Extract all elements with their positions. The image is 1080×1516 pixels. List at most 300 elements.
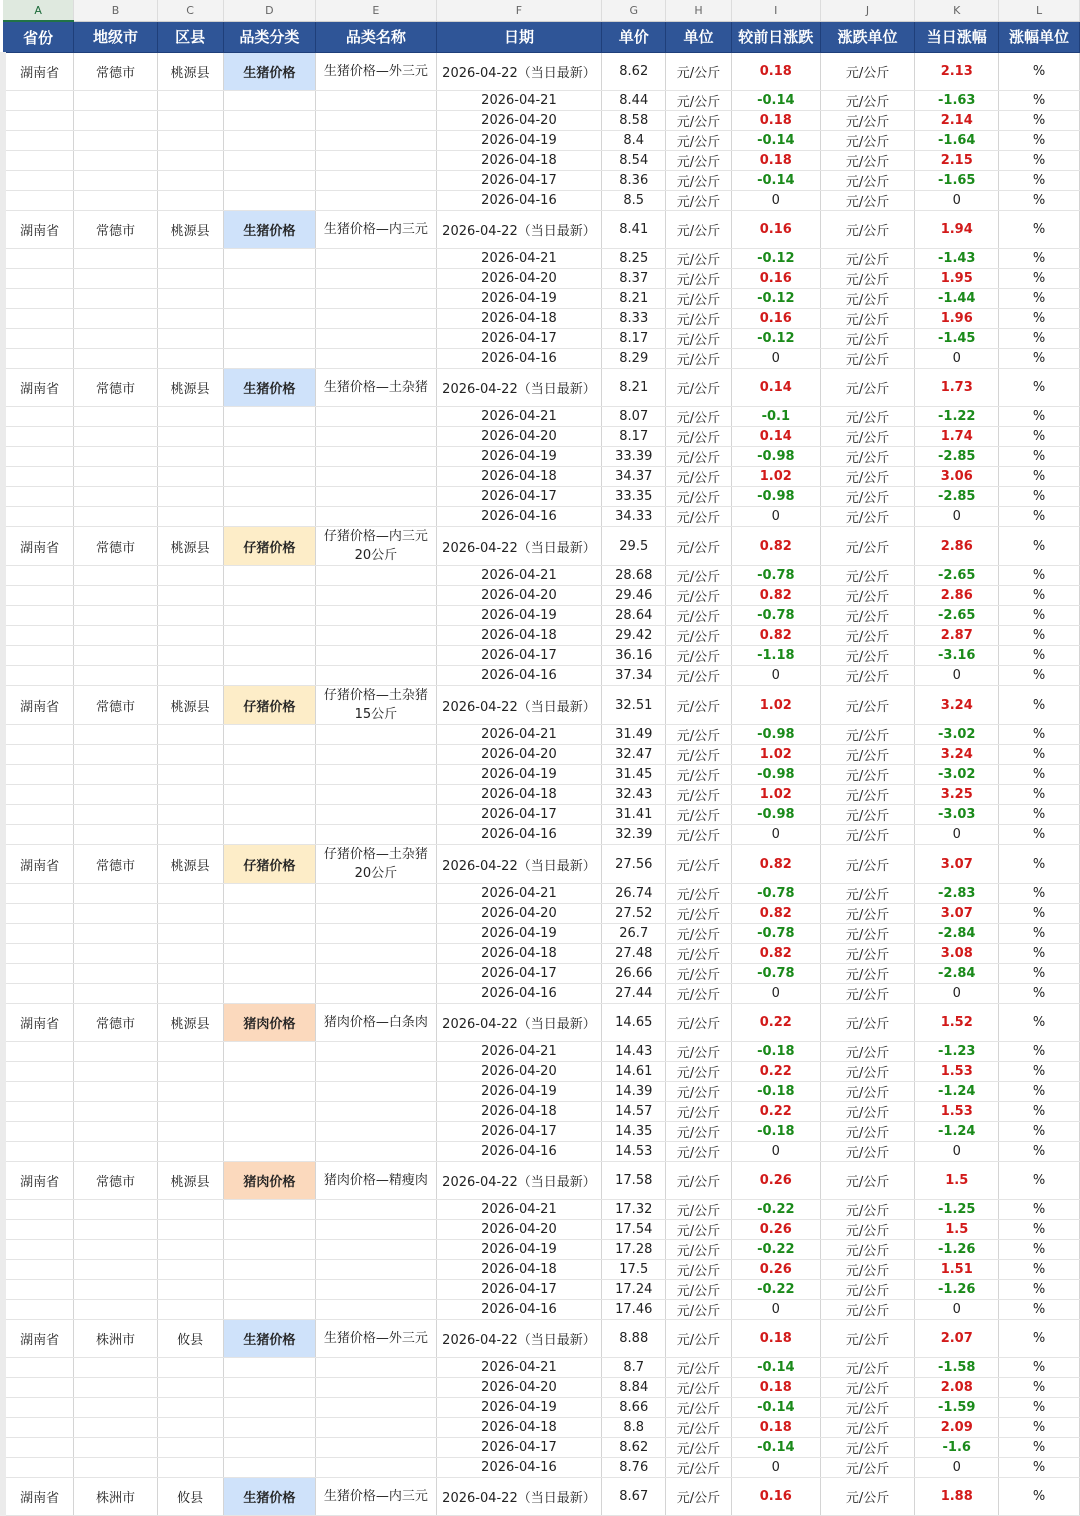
cell-item-name[interactable] <box>316 1378 436 1398</box>
cell-change-unit[interactable]: 元/公斤 <box>820 1398 915 1418</box>
cell-unit[interactable]: 元/公斤 <box>666 1240 732 1260</box>
cell-unit[interactable]: 元/公斤 <box>666 1438 732 1458</box>
cell-change-unit[interactable]: 元/公斤 <box>820 626 915 646</box>
cell-category[interactable] <box>223 904 316 924</box>
cell-change-unit[interactable]: 元/公斤 <box>820 369 915 407</box>
cell-province[interactable] <box>3 785 74 805</box>
cell-change[interactable]: 0 <box>731 191 820 211</box>
cell-change[interactable]: -0.78 <box>731 964 820 984</box>
cell-unit[interactable]: 元/公斤 <box>666 1122 732 1142</box>
cell-date[interactable]: 2026-04-16 <box>436 666 602 686</box>
cell-unit[interactable]: 元/公斤 <box>666 151 732 171</box>
cell-province[interactable] <box>3 1220 74 1240</box>
cell-city[interactable] <box>74 467 158 487</box>
cell-change[interactable]: 0.18 <box>731 111 820 131</box>
cell-province[interactable] <box>3 447 74 467</box>
cell-date[interactable]: 2026-04-18 <box>436 1102 602 1122</box>
cell-price[interactable]: 8.5 <box>602 191 666 211</box>
cell-date[interactable]: 2026-04-19 <box>436 1240 602 1260</box>
cell-pct[interactable]: -1.45 <box>915 329 999 349</box>
cell-pct-unit[interactable]: % <box>999 845 1080 884</box>
cell-price[interactable]: 14.43 <box>602 1042 666 1062</box>
cell-city[interactable] <box>74 507 158 527</box>
cell-price[interactable]: 8.25 <box>602 249 666 269</box>
cell-price[interactable]: 8.62 <box>602 1438 666 1458</box>
cell-pct[interactable]: 3.08 <box>915 944 999 964</box>
cell-change[interactable]: -0.22 <box>731 1280 820 1300</box>
cell-price[interactable]: 17.58 <box>602 1162 666 1200</box>
cell-item-name[interactable] <box>316 984 436 1004</box>
cell-category[interactable] <box>223 924 316 944</box>
cell-province[interactable] <box>3 1240 74 1260</box>
cell-date[interactable]: 2026-04-22（当日最新） <box>436 1320 602 1358</box>
cell-change[interactable]: 0.82 <box>731 845 820 884</box>
cell-change[interactable]: 0.22 <box>731 1004 820 1042</box>
cell-pct-unit[interactable]: % <box>999 1200 1080 1220</box>
header-daily-change[interactable]: 较前日涨跌 <box>731 21 820 53</box>
cell-category[interactable]: 猪肉价格 <box>223 1162 316 1200</box>
cell-change-unit[interactable]: 元/公斤 <box>820 944 915 964</box>
cell-price[interactable]: 8.07 <box>602 407 666 427</box>
cell-city[interactable] <box>74 646 158 666</box>
cell-pct-unit[interactable]: % <box>999 91 1080 111</box>
cell-pct-unit[interactable]: % <box>999 666 1080 686</box>
cell-county[interactable] <box>157 171 223 191</box>
cell-date[interactable]: 2026-04-17 <box>436 1122 602 1142</box>
cell-unit[interactable]: 元/公斤 <box>666 666 732 686</box>
cell-province[interactable]: 湖南省 <box>3 1320 74 1358</box>
cell-change-unit[interactable]: 元/公斤 <box>820 1162 915 1200</box>
cell-price[interactable]: 8.8 <box>602 1418 666 1438</box>
cell-item-name[interactable]: 生猪价格—内三元 <box>316 1478 436 1516</box>
cell-city[interactable] <box>74 944 158 964</box>
cell-pct[interactable]: 0 <box>915 666 999 686</box>
cell-county[interactable]: 桃源县 <box>157 1004 223 1042</box>
cell-province[interactable] <box>3 725 74 745</box>
cell-category[interactable] <box>223 586 316 606</box>
cell-county[interactable] <box>157 805 223 825</box>
cell-unit[interactable]: 元/公斤 <box>666 369 732 407</box>
cell-item-name[interactable]: 仔猪价格—土杂猪20公斤 <box>316 845 436 884</box>
cell-category[interactable]: 猪肉价格 <box>223 1004 316 1042</box>
cell-change[interactable]: 0 <box>731 1142 820 1162</box>
cell-item-name[interactable] <box>316 289 436 309</box>
cell-pct[interactable]: -3.16 <box>915 646 999 666</box>
cell-item-name[interactable] <box>316 91 436 111</box>
cell-category[interactable] <box>223 1418 316 1438</box>
cell-change[interactable]: 0 <box>731 666 820 686</box>
cell-date[interactable]: 2026-04-17 <box>436 1438 602 1458</box>
cell-change[interactable]: -0.14 <box>731 91 820 111</box>
cell-province[interactable] <box>3 1102 74 1122</box>
cell-province[interactable] <box>3 1358 74 1378</box>
cell-county[interactable]: 攸县 <box>157 1478 223 1516</box>
cell-change[interactable]: -0.18 <box>731 1082 820 1102</box>
cell-county[interactable]: 桃源县 <box>157 369 223 407</box>
column-letter-i[interactable]: I <box>731 0 820 21</box>
cell-unit[interactable]: 元/公斤 <box>666 924 732 944</box>
cell-county[interactable] <box>157 825 223 845</box>
cell-county[interactable] <box>157 1358 223 1378</box>
cell-change-unit[interactable]: 元/公斤 <box>820 407 915 427</box>
cell-city[interactable] <box>74 1300 158 1320</box>
cell-price[interactable]: 32.43 <box>602 785 666 805</box>
cell-category[interactable] <box>223 407 316 427</box>
cell-price[interactable]: 8.41 <box>602 211 666 249</box>
cell-date[interactable]: 2026-04-22（当日最新） <box>436 53 602 91</box>
cell-city[interactable] <box>74 1082 158 1102</box>
cell-unit[interactable]: 元/公斤 <box>666 845 732 884</box>
cell-city[interactable] <box>74 1438 158 1458</box>
cell-pct-unit[interactable]: % <box>999 151 1080 171</box>
cell-county[interactable] <box>157 984 223 1004</box>
cell-pct[interactable]: 3.07 <box>915 904 999 924</box>
cell-pct[interactable]: 1.5 <box>915 1220 999 1240</box>
cell-change-unit[interactable]: 元/公斤 <box>820 586 915 606</box>
cell-pct[interactable]: 2.15 <box>915 151 999 171</box>
cell-item-name[interactable] <box>316 1398 436 1418</box>
cell-category[interactable] <box>223 1280 316 1300</box>
cell-city[interactable] <box>74 447 158 467</box>
cell-city[interactable] <box>74 1358 158 1378</box>
cell-change[interactable]: -0.22 <box>731 1240 820 1260</box>
cell-city[interactable] <box>74 1240 158 1260</box>
column-letter-h[interactable]: H <box>666 0 732 21</box>
cell-pct-unit[interactable]: % <box>999 1240 1080 1260</box>
cell-category[interactable] <box>223 1102 316 1122</box>
cell-change-unit[interactable]: 元/公斤 <box>820 171 915 191</box>
cell-pct[interactable]: -1.24 <box>915 1122 999 1142</box>
header-city[interactable]: 地级市 <box>74 21 158 53</box>
cell-item-name[interactable] <box>316 1418 436 1438</box>
cell-date[interactable]: 2026-04-22（当日最新） <box>436 1478 602 1516</box>
cell-change-unit[interactable]: 元/公斤 <box>820 825 915 845</box>
cell-change-unit[interactable]: 元/公斤 <box>820 53 915 91</box>
cell-price[interactable]: 14.57 <box>602 1102 666 1122</box>
cell-item-name[interactable]: 仔猪价格—土杂猪15公斤 <box>316 686 436 725</box>
column-letter-a[interactable]: A <box>3 0 74 21</box>
cell-change-unit[interactable]: 元/公斤 <box>820 1418 915 1438</box>
cell-change[interactable]: 0.22 <box>731 1102 820 1122</box>
cell-county[interactable] <box>157 924 223 944</box>
cell-pct-unit[interactable]: % <box>999 1220 1080 1240</box>
header-unit-price[interactable]: 单价 <box>602 21 666 53</box>
cell-county[interactable] <box>157 111 223 131</box>
cell-date[interactable]: 2026-04-22（当日最新） <box>436 527 602 566</box>
cell-pct[interactable]: 2.86 <box>915 527 999 566</box>
cell-item-name[interactable] <box>316 884 436 904</box>
cell-price[interactable]: 27.56 <box>602 845 666 884</box>
cell-county[interactable]: 桃源县 <box>157 1162 223 1200</box>
cell-price[interactable]: 8.36 <box>602 171 666 191</box>
cell-pct-unit[interactable]: % <box>999 825 1080 845</box>
cell-unit[interactable]: 元/公斤 <box>666 586 732 606</box>
cell-pct[interactable]: 0 <box>915 1300 999 1320</box>
cell-unit[interactable]: 元/公斤 <box>666 91 732 111</box>
cell-pct[interactable]: -2.83 <box>915 884 999 904</box>
cell-change[interactable]: -0.14 <box>731 1398 820 1418</box>
cell-item-name[interactable] <box>316 171 436 191</box>
cell-pct[interactable]: 3.24 <box>915 686 999 725</box>
cell-pct-unit[interactable]: % <box>999 349 1080 369</box>
cell-category[interactable] <box>223 329 316 349</box>
cell-item-name[interactable]: 生猪价格—内三元 <box>316 211 436 249</box>
cell-change[interactable]: 0.82 <box>731 904 820 924</box>
cell-pct-unit[interactable]: % <box>999 1478 1080 1516</box>
cell-change[interactable]: -0.78 <box>731 606 820 626</box>
cell-price[interactable]: 27.48 <box>602 944 666 964</box>
cell-county[interactable] <box>157 91 223 111</box>
cell-county[interactable] <box>157 467 223 487</box>
cell-city[interactable] <box>74 785 158 805</box>
cell-unit[interactable]: 元/公斤 <box>666 1280 732 1300</box>
cell-change-unit[interactable]: 元/公斤 <box>820 964 915 984</box>
cell-city[interactable] <box>74 1122 158 1142</box>
cell-item-name[interactable] <box>316 805 436 825</box>
cell-pct[interactable]: 3.24 <box>915 745 999 765</box>
cell-change-unit[interactable]: 元/公斤 <box>820 1082 915 1102</box>
cell-pct[interactable]: 1.95 <box>915 269 999 289</box>
cell-pct[interactable]: -1.26 <box>915 1280 999 1300</box>
cell-pct[interactable]: -1.43 <box>915 249 999 269</box>
cell-pct-unit[interactable]: % <box>999 944 1080 964</box>
cell-item-name[interactable] <box>316 646 436 666</box>
cell-change[interactable]: -0.98 <box>731 447 820 467</box>
cell-unit[interactable]: 元/公斤 <box>666 1200 732 1220</box>
cell-item-name[interactable] <box>316 1300 436 1320</box>
cell-category[interactable]: 生猪价格 <box>223 211 316 249</box>
cell-pct-unit[interactable]: % <box>999 626 1080 646</box>
cell-unit[interactable]: 元/公斤 <box>666 1260 732 1280</box>
cell-pct[interactable]: 2.13 <box>915 53 999 91</box>
cell-item-name[interactable] <box>316 191 436 211</box>
cell-item-name[interactable] <box>316 1260 436 1280</box>
cell-province[interactable] <box>3 904 74 924</box>
header-daily-pct[interactable]: 当日涨幅 <box>915 21 999 53</box>
cell-city[interactable] <box>74 805 158 825</box>
cell-pct-unit[interactable]: % <box>999 1378 1080 1398</box>
cell-date[interactable]: 2026-04-21 <box>436 1200 602 1220</box>
cell-price[interactable]: 29.42 <box>602 626 666 646</box>
cell-change-unit[interactable]: 元/公斤 <box>820 1300 915 1320</box>
cell-date[interactable]: 2026-04-22（当日最新） <box>436 1004 602 1042</box>
cell-county[interactable] <box>157 904 223 924</box>
cell-unit[interactable]: 元/公斤 <box>666 566 732 586</box>
cell-unit[interactable]: 元/公斤 <box>666 606 732 626</box>
cell-city[interactable]: 常德市 <box>74 527 158 566</box>
cell-date[interactable]: 2026-04-17 <box>436 805 602 825</box>
cell-city[interactable] <box>74 1102 158 1122</box>
cell-pct-unit[interactable]: % <box>999 1122 1080 1142</box>
cell-change-unit[interactable]: 元/公斤 <box>820 1358 915 1378</box>
cell-city[interactable]: 常德市 <box>74 369 158 407</box>
cell-pct[interactable]: 0 <box>915 984 999 1004</box>
cell-pct[interactable]: 3.06 <box>915 467 999 487</box>
cell-unit[interactable]: 元/公斤 <box>666 1300 732 1320</box>
cell-date[interactable]: 2026-04-16 <box>436 1142 602 1162</box>
cell-county[interactable] <box>157 1042 223 1062</box>
cell-city[interactable] <box>74 329 158 349</box>
cell-category[interactable] <box>223 191 316 211</box>
cell-county[interactable] <box>157 1300 223 1320</box>
cell-pct-unit[interactable]: % <box>999 309 1080 329</box>
cell-category[interactable] <box>223 171 316 191</box>
cell-unit[interactable]: 元/公斤 <box>666 1458 732 1478</box>
cell-change-unit[interactable]: 元/公斤 <box>820 686 915 725</box>
cell-pct[interactable]: -1.63 <box>915 91 999 111</box>
cell-change[interactable]: -0.12 <box>731 329 820 349</box>
cell-item-name[interactable] <box>316 1280 436 1300</box>
cell-category[interactable] <box>223 507 316 527</box>
cell-province[interactable]: 湖南省 <box>3 53 74 91</box>
cell-price[interactable]: 33.39 <box>602 447 666 467</box>
cell-price[interactable]: 29.46 <box>602 586 666 606</box>
cell-unit[interactable]: 元/公斤 <box>666 211 732 249</box>
cell-county[interactable] <box>157 626 223 646</box>
cell-province[interactable] <box>3 964 74 984</box>
cell-date[interactable]: 2026-04-18 <box>436 785 602 805</box>
cell-change-unit[interactable]: 元/公斤 <box>820 1320 915 1358</box>
cell-change[interactable]: -0.98 <box>731 725 820 745</box>
cell-item-name[interactable] <box>316 566 436 586</box>
cell-change[interactable]: -0.14 <box>731 1438 820 1458</box>
cell-county[interactable] <box>157 1280 223 1300</box>
cell-city[interactable] <box>74 825 158 845</box>
cell-price[interactable]: 8.7 <box>602 1358 666 1378</box>
cell-pct-unit[interactable]: % <box>999 1300 1080 1320</box>
cell-province[interactable] <box>3 487 74 507</box>
cell-date[interactable]: 2026-04-20 <box>436 1220 602 1240</box>
cell-change[interactable]: 0.18 <box>731 1378 820 1398</box>
cell-category[interactable] <box>223 249 316 269</box>
cell-city[interactable] <box>74 407 158 427</box>
cell-county[interactable] <box>157 964 223 984</box>
cell-province[interactable] <box>3 626 74 646</box>
cell-pct[interactable]: -1.64 <box>915 131 999 151</box>
cell-pct[interactable]: 1.52 <box>915 1004 999 1042</box>
cell-pct[interactable]: 3.25 <box>915 785 999 805</box>
cell-unit[interactable]: 元/公斤 <box>666 1102 732 1122</box>
cell-change-unit[interactable]: 元/公斤 <box>820 884 915 904</box>
cell-unit[interactable]: 元/公斤 <box>666 805 732 825</box>
cell-price[interactable]: 32.51 <box>602 686 666 725</box>
cell-change-unit[interactable]: 元/公斤 <box>820 447 915 467</box>
cell-change[interactable]: 0.14 <box>731 427 820 447</box>
cell-province[interactable] <box>3 329 74 349</box>
cell-category[interactable] <box>223 1438 316 1458</box>
cell-county[interactable] <box>157 1082 223 1102</box>
cell-item-name[interactable] <box>316 111 436 131</box>
cell-date[interactable]: 2026-04-16 <box>436 1458 602 1478</box>
cell-unit[interactable]: 元/公斤 <box>666 249 732 269</box>
cell-change-unit[interactable]: 元/公斤 <box>820 1142 915 1162</box>
cell-change-unit[interactable]: 元/公斤 <box>820 211 915 249</box>
cell-pct[interactable]: 0 <box>915 1458 999 1478</box>
cell-change[interactable]: -0.14 <box>731 171 820 191</box>
column-letter-c[interactable]: C <box>157 0 223 21</box>
cell-city[interactable] <box>74 1458 158 1478</box>
cell-change-unit[interactable]: 元/公斤 <box>820 151 915 171</box>
cell-price[interactable]: 8.54 <box>602 151 666 171</box>
cell-item-name[interactable] <box>316 725 436 745</box>
cell-change-unit[interactable]: 元/公斤 <box>820 349 915 369</box>
cell-city[interactable] <box>74 1142 158 1162</box>
cell-pct[interactable]: -1.26 <box>915 1240 999 1260</box>
cell-change-unit[interactable]: 元/公斤 <box>820 666 915 686</box>
cell-pct-unit[interactable]: % <box>999 467 1080 487</box>
cell-change-unit[interactable]: 元/公斤 <box>820 904 915 924</box>
cell-category[interactable] <box>223 151 316 171</box>
cell-category[interactable] <box>223 805 316 825</box>
cell-price[interactable]: 26.74 <box>602 884 666 904</box>
cell-pct-unit[interactable]: % <box>999 646 1080 666</box>
cell-city[interactable] <box>74 269 158 289</box>
cell-city[interactable] <box>74 191 158 211</box>
cell-pct-unit[interactable]: % <box>999 904 1080 924</box>
cell-category[interactable] <box>223 1378 316 1398</box>
cell-pct-unit[interactable]: % <box>999 606 1080 626</box>
cell-item-name[interactable]: 仔猪价格—内三元20公斤 <box>316 527 436 566</box>
cell-county[interactable]: 桃源县 <box>157 845 223 884</box>
cell-county[interactable] <box>157 1200 223 1220</box>
cell-unit[interactable]: 元/公斤 <box>666 686 732 725</box>
cell-pct[interactable]: 1.53 <box>915 1102 999 1122</box>
cell-price[interactable]: 28.64 <box>602 606 666 626</box>
cell-unit[interactable]: 元/公斤 <box>666 785 732 805</box>
cell-price[interactable]: 14.53 <box>602 1142 666 1162</box>
cell-province[interactable] <box>3 309 74 329</box>
cell-pct[interactable]: -2.65 <box>915 566 999 586</box>
cell-item-name[interactable] <box>316 467 436 487</box>
cell-date[interactable]: 2026-04-18 <box>436 151 602 171</box>
column-letter-e[interactable]: E <box>316 0 436 21</box>
cell-date[interactable]: 2026-04-21 <box>436 249 602 269</box>
cell-item-name[interactable] <box>316 1082 436 1102</box>
cell-pct-unit[interactable]: % <box>999 1162 1080 1200</box>
cell-change-unit[interactable]: 元/公斤 <box>820 1042 915 1062</box>
cell-province[interactable] <box>3 289 74 309</box>
cell-pct-unit[interactable]: % <box>999 1260 1080 1280</box>
cell-unit[interactable]: 元/公斤 <box>666 171 732 191</box>
cell-pct[interactable]: -1.58 <box>915 1358 999 1378</box>
cell-date[interactable]: 2026-04-21 <box>436 725 602 745</box>
cell-pct[interactable]: 0 <box>915 507 999 527</box>
cell-price[interactable]: 8.58 <box>602 111 666 131</box>
cell-county[interactable] <box>157 309 223 329</box>
cell-county[interactable] <box>157 289 223 309</box>
cell-date[interactable]: 2026-04-16 <box>436 191 602 211</box>
cell-pct[interactable]: 2.07 <box>915 1320 999 1358</box>
cell-item-name[interactable] <box>316 785 436 805</box>
cell-change[interactable]: -0.14 <box>731 131 820 151</box>
cell-province[interactable]: 湖南省 <box>3 845 74 884</box>
cell-change-unit[interactable]: 元/公斤 <box>820 91 915 111</box>
cell-change[interactable]: 0 <box>731 507 820 527</box>
cell-pct-unit[interactable]: % <box>999 586 1080 606</box>
cell-change-unit[interactable]: 元/公斤 <box>820 507 915 527</box>
cell-price[interactable]: 14.35 <box>602 1122 666 1142</box>
cell-city[interactable] <box>74 91 158 111</box>
cell-change-unit[interactable]: 元/公斤 <box>820 1378 915 1398</box>
cell-pct[interactable]: 0 <box>915 825 999 845</box>
cell-category[interactable] <box>223 1220 316 1240</box>
cell-county[interactable] <box>157 407 223 427</box>
cell-pct-unit[interactable]: % <box>999 369 1080 407</box>
cell-category[interactable] <box>223 1358 316 1378</box>
cell-category[interactable] <box>223 1082 316 1102</box>
cell-date[interactable]: 2026-04-17 <box>436 646 602 666</box>
cell-category[interactable] <box>223 745 316 765</box>
